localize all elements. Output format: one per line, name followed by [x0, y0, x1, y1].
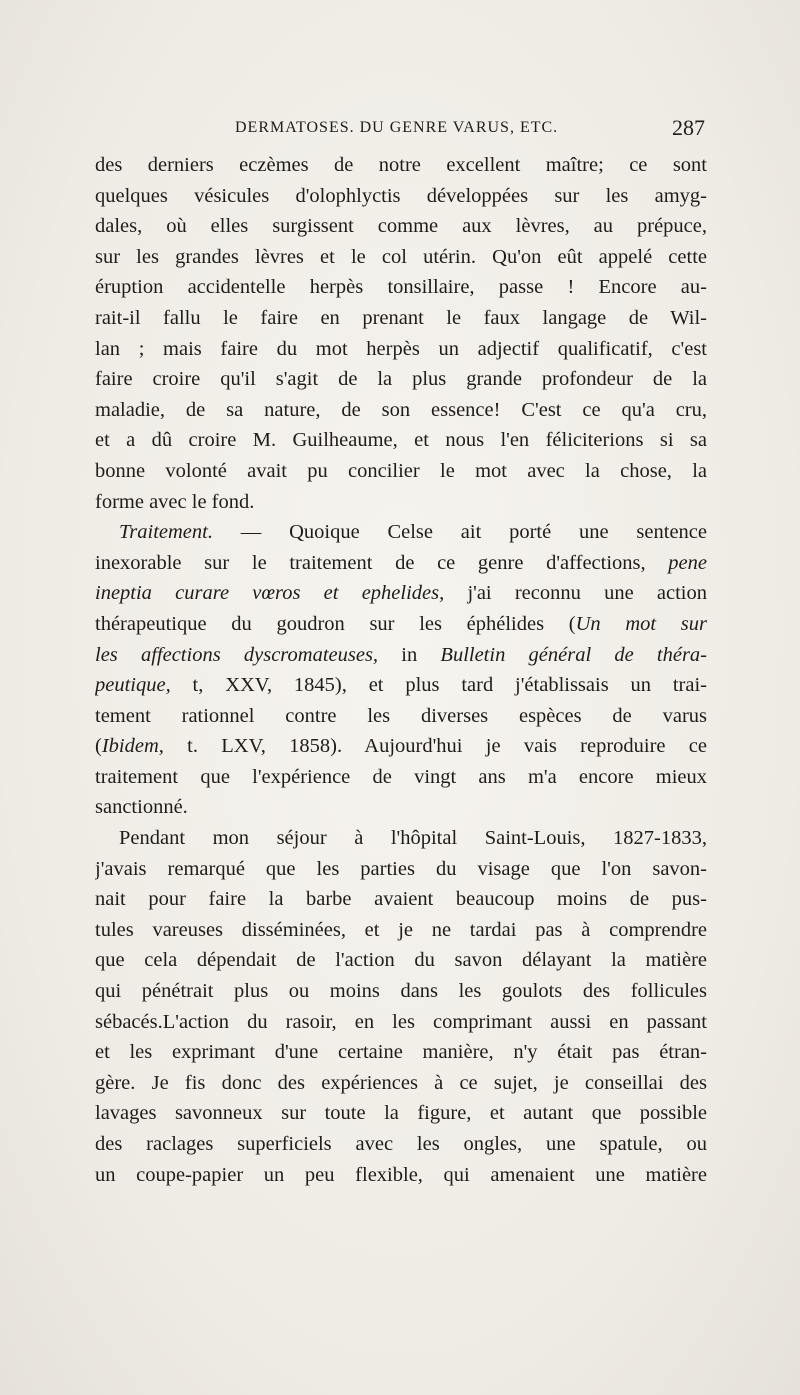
text-line: que cela dépendait de l'action du savon délayant la matière [95, 949, 707, 972]
text-line: sanctionné. [95, 796, 188, 819]
text-line: des derniers eczèmes de notre excellent maître; ce sont [95, 154, 707, 176]
text-line: j'avais remarqué que les parties du visage que l'on savon- [95, 857, 707, 880]
text-line: Traitement. — Quoique Celse ait porté une sentence [119, 521, 707, 544]
text-line: tules vareuses disséminées, et je ne tardai pas à comprendre [95, 918, 707, 941]
text-line: rait-il fallu le faire en prenant le faux langage de Wil- [95, 306, 707, 329]
text-line: lan ; mais faire du mot herpès un adjectif qualificatif, c'est [95, 337, 707, 360]
body-text [95, 150, 707, 1190]
text-line: quelques vésicules d'olophlyctis développées sur les amyg- [95, 184, 707, 207]
text-line: gère. Je fis donc des expériences à ce sujet, je conseillai des [95, 1071, 707, 1094]
text-line: des raclages superficiels avec les ongles, une spatule, ou [95, 1133, 707, 1155]
page-header [95, 110, 705, 146]
section-heading: Traitement. [119, 521, 213, 544]
text-line: un coupe-papier un peu flexible, qui amenaient une matière [95, 1163, 707, 1186]
text-line: peutique, t, XXV, 1845), et plus tard j'établissais un trai- [95, 674, 707, 697]
text-line: lavages savonneux sur toute la figure, et autant que possible [95, 1102, 707, 1125]
text-line: maladie, de sa nature, de son essence! C'est ce qu'a cru, [95, 398, 707, 421]
text-line: Pendant mon séjour à l'hôpital Saint-Louis, 1827-1833, [119, 827, 707, 850]
page-number: 287 [672, 115, 705, 140]
text-line: (Ibidem, t. LXV, 1858). Aujourd'hui je vais reproduire ce [95, 735, 707, 758]
text-line: tement rationnel contre les diverses espèces de varus [95, 704, 707, 727]
running-head: DERMATOSES. DU GENRE VARUS, ETC. [235, 119, 559, 136]
text-line: forme avec le fond. [95, 490, 255, 513]
text-line: sébacés.L'action du rasoir, en les comprimant aussi en passant [95, 1010, 707, 1033]
text-line: et a dû croire M. Guilheaume, et nous l'en féliciterions si sa [95, 429, 707, 452]
text-line: éruption accidentelle herpès tonsillaire, passe ! Encore au- [95, 276, 707, 299]
text-line: ineptia curare vœros et ephelides, j'ai reconnu une action [95, 582, 707, 605]
text-line: inexorable sur le traitement de ce genre d'affections, pene [95, 551, 707, 574]
text-line: traitement que l'expérience de vingt ans m'a encore mieux [95, 765, 707, 788]
text-line: thérapeutique du goudron sur les éphélides (Un mot sur [95, 612, 707, 635]
text-line: sur les grandes lèvres et le col utérin. Qu'on eût appelé cette [95, 245, 707, 268]
text-line: bonne volonté avait pu concilier le mot avec la chose, la [95, 459, 707, 482]
text-line: nait pour faire la barbe avaient beaucoup moins de pus- [95, 888, 707, 911]
text-line: faire croire qu'il s'agit de la plus grande profondeur de la [95, 368, 707, 391]
text-line: et les exprimant d'une certaine manière, n'y était pas étran- [95, 1041, 707, 1064]
text-line: les affections dyscromateuses, in Bulletin général de théra- [95, 643, 707, 666]
text-line: qui pénétrait plus ou moins dans les goulots des follicules [95, 980, 707, 1003]
text-line: dales, où elles surgissent comme aux lèvres, au prépuce, [95, 215, 707, 238]
